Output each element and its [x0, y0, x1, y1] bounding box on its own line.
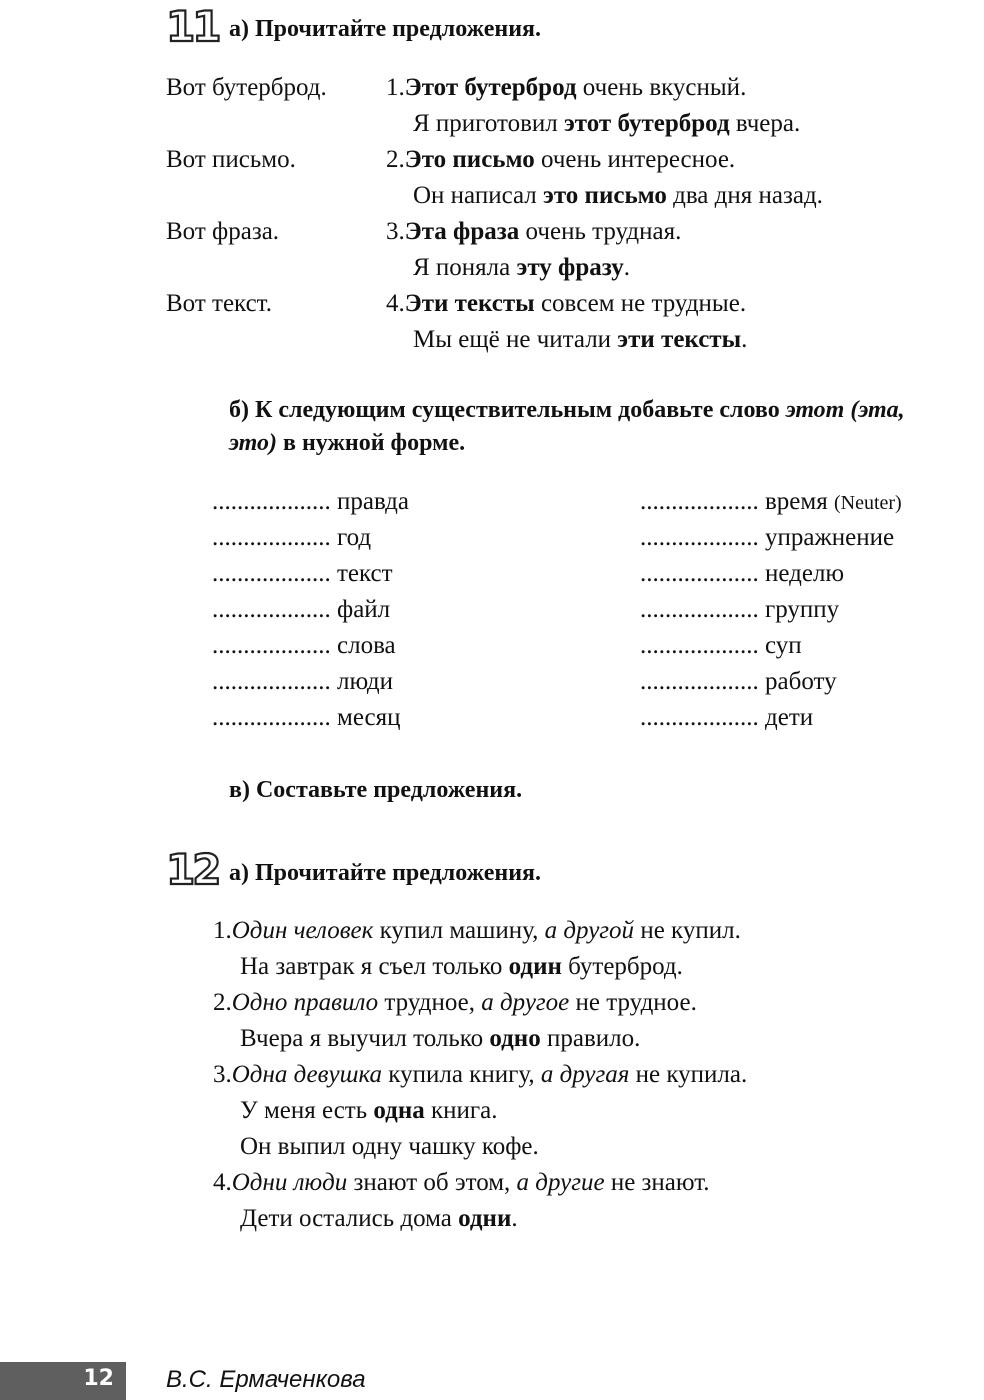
text: не купил. [634, 917, 741, 944]
text: Мы ещё не читали [413, 326, 618, 353]
ex11-left-3: Вот фраза. [166, 218, 280, 245]
ex11-item-4-line-2 [413, 322, 747, 358]
bold-phrase: эту фразу [516, 254, 624, 281]
noun: суп [765, 632, 802, 659]
blank-row [640, 556, 844, 592]
blank-row [212, 700, 401, 736]
blank-dots: ................... [640, 524, 759, 551]
blank-row [640, 592, 839, 628]
text: Он написал [413, 182, 544, 209]
ex12-item-4-line-1 [213, 1165, 710, 1201]
italic-phrase: а другие [516, 1169, 605, 1196]
bold-phrase: Эта фраза [404, 218, 520, 245]
ex11-item-4-line-1 [386, 286, 746, 322]
noun: время [765, 488, 828, 515]
text: На завтрак я съел только [240, 953, 509, 980]
blank-row [212, 664, 393, 700]
text: Дети остались дома [240, 1205, 459, 1232]
text: правило. [540, 1025, 641, 1052]
text: Я приготовил [413, 110, 564, 137]
text: в нужной форме. [277, 430, 466, 456]
bold-word: одна [373, 1097, 425, 1124]
text: У меня есть [240, 1097, 374, 1124]
bold-phrase: Это письмо [404, 146, 535, 173]
blank-dots: ................... [212, 560, 331, 587]
exercise-number-12: 12 [166, 845, 219, 894]
blank-row [640, 484, 902, 521]
ex11-left-4: Вот текст. [166, 290, 272, 317]
noun: группу [765, 596, 840, 623]
text: книга. [424, 1097, 498, 1124]
ex12-item-2-line-1 [213, 985, 697, 1021]
text: б) К следующим существительным добавьте слово [229, 397, 786, 423]
text: очень вкусный. [576, 74, 747, 101]
bold-phrase: этот бутерброд [564, 110, 730, 137]
ex11-part-a-heading: а) Прочитайте предложения. [229, 16, 541, 42]
blank-row [212, 520, 371, 556]
bold-phrase: Этот бутерброд [404, 74, 577, 101]
blank-row [212, 484, 409, 520]
blank-row [640, 700, 813, 736]
blank-dots: ................... [212, 668, 331, 695]
blank-row [212, 628, 396, 664]
blank-dots: ................... [640, 596, 759, 623]
blank-dots: ................... [212, 488, 331, 515]
italic-word: этот (эта, [785, 397, 905, 423]
noun: упражнение [765, 524, 895, 551]
italic-phrase: Одна девушка [231, 1061, 383, 1088]
noun: слова [337, 632, 396, 659]
ex11-item-3-line-2 [413, 250, 630, 286]
item-number: 4. [213, 1169, 232, 1196]
text: очень интересное. [534, 146, 736, 173]
author-name: В.С. Ермаченкова [166, 1366, 366, 1393]
blank-dots: ................... [640, 560, 759, 587]
text: совсем не трудные. [534, 290, 747, 317]
text: Вчера я выучил только [240, 1025, 490, 1052]
blank-row [640, 664, 837, 700]
exercise-number-11: 11 [166, 2, 219, 51]
note: (Neuter) [833, 492, 902, 514]
italic-phrase: а другое [481, 989, 570, 1016]
ex11-item-1-line-2 [413, 106, 800, 142]
text: купил машину, [373, 917, 545, 944]
item-number: 3. [213, 1061, 232, 1088]
italic-phrase: а другой [544, 917, 635, 944]
noun: работу [765, 668, 837, 695]
text: . [511, 1205, 518, 1232]
blank-row [640, 520, 894, 556]
item-number: 3. [386, 218, 405, 245]
bold-word: один [508, 953, 562, 980]
ex12-item-4-line-2 [240, 1201, 518, 1237]
page-number-box [0, 1362, 126, 1400]
ex11-part-c-heading: в) Составьте предложения. [229, 777, 523, 803]
blank-row [212, 556, 393, 592]
page-number: 12 [83, 1366, 114, 1391]
text: знают об этом, [347, 1169, 517, 1196]
item-number: 1. [213, 917, 232, 944]
item-number: 4. [386, 290, 405, 317]
blank-dots: ................... [640, 668, 759, 695]
text: бутерброд. [561, 953, 683, 980]
ex11-item-2-line-1 [386, 142, 735, 178]
text: Я поняла [413, 254, 517, 281]
bold-phrase: Эти тексты [404, 290, 535, 317]
item-number: 1. [386, 74, 405, 101]
ex11-item-1-line-1 [386, 70, 746, 106]
ex12-item-3-line-1 [213, 1057, 747, 1093]
ex12-item-1-line-1 [213, 913, 741, 949]
blank-dots: ................... [212, 524, 331, 551]
blank-dots: ................... [640, 704, 759, 731]
ex12-item-3-line-3 [240, 1129, 539, 1165]
ex11-part-b-heading-line-1 [229, 396, 905, 425]
text: Он выпил одну чашку кофе. [240, 1133, 539, 1160]
italic-phrase: Одни люди [231, 1169, 348, 1196]
ex11-item-3-line-1 [386, 214, 681, 250]
ex12-item-1-line-2 [240, 949, 683, 985]
noun: люди [337, 668, 393, 695]
blank-dots: ................... [640, 488, 759, 515]
text: не трудное. [569, 989, 697, 1016]
italic-word: это) [229, 430, 277, 456]
italic-phrase: а другая [540, 1061, 630, 1088]
item-number: 2. [386, 146, 405, 173]
blank-row [212, 592, 390, 628]
bold-word: одни [458, 1205, 512, 1232]
ex11-part-b-heading-line-2 [229, 429, 465, 458]
ex11-left-2: Вот письмо. [166, 146, 296, 173]
text: . [741, 326, 748, 353]
blank-row [640, 628, 802, 664]
noun: файл [337, 596, 391, 623]
text: не знают. [604, 1169, 710, 1196]
bold-word: одно [489, 1025, 541, 1052]
ex11-left-1: Вот бутерброд. [166, 74, 327, 101]
italic-phrase: Одно правило [231, 989, 379, 1016]
text: вчера. [729, 110, 801, 137]
noun: дети [765, 704, 814, 731]
text: не купила. [629, 1061, 748, 1088]
item-number: 2. [213, 989, 232, 1016]
bold-phrase: это письмо [543, 182, 667, 209]
text: очень трудная. [519, 218, 682, 245]
text: два дня назад. [666, 182, 823, 209]
ex12-item-2-line-2 [240, 1021, 640, 1057]
noun: месяц [337, 704, 401, 731]
blank-dots: ................... [212, 596, 331, 623]
blank-dots: ................... [212, 704, 331, 731]
text: купила книгу, [382, 1061, 541, 1088]
text: . [623, 254, 630, 281]
blank-dots: ................... [640, 632, 759, 659]
text: трудное, [378, 989, 482, 1016]
noun: правда [337, 488, 409, 515]
ex11-item-2-line-2 [413, 178, 823, 214]
italic-phrase: Один человек [231, 917, 374, 944]
noun: текст [337, 560, 393, 587]
ex12-part-a-heading: а) Прочитайте предложения. [229, 860, 541, 886]
noun: год [337, 524, 372, 551]
noun: неделю [765, 560, 845, 587]
ex12-item-3-line-2 [240, 1093, 498, 1129]
blank-dots: ................... [212, 632, 331, 659]
bold-phrase: эти тексты [617, 326, 742, 353]
